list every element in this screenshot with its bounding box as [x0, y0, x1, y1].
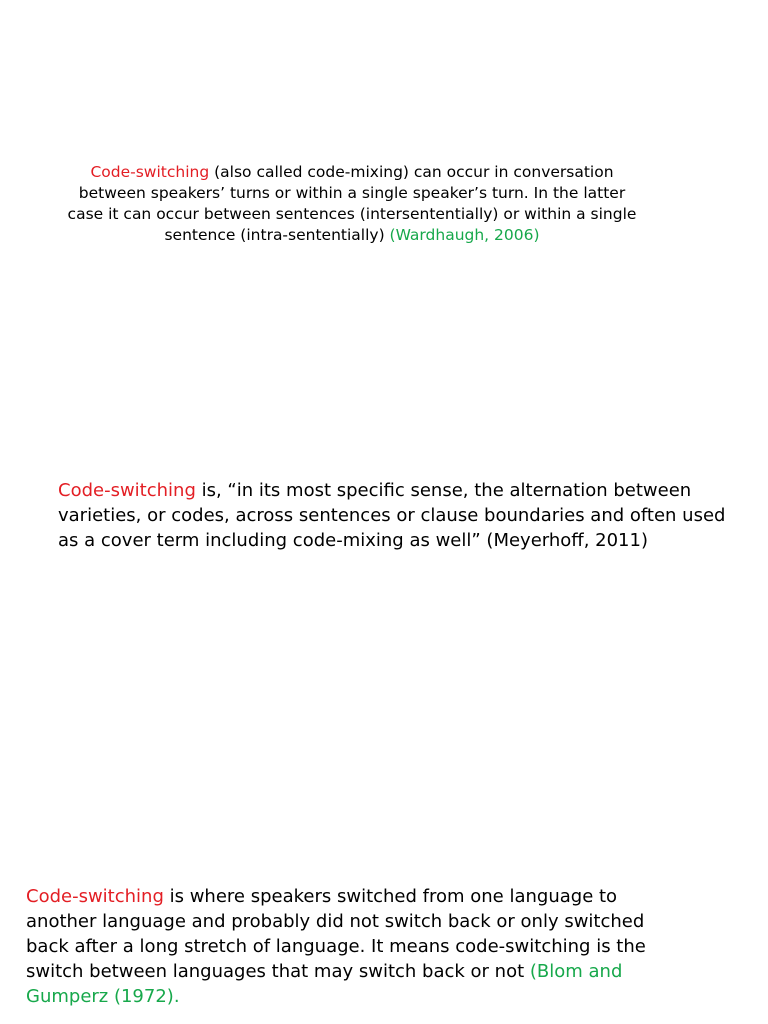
- definition-text: is where speakers switched from one language to another language and probably did not switch back or only switched back after a long stretch of language. It means code-switching is the switch between languages that may switch back or not: [26, 886, 646, 982]
- definition-meyerhoff: [58, 478, 748, 553]
- term-code-switching: Code-switching: [26, 886, 164, 907]
- definition-wardhaugh: [62, 162, 642, 246]
- definition-text: is, “in its most specific sense, the alternation between varieties, or codes, across sentences or clause boundaries and often used as a cover term including code-mixing as well” (Meyerhoff, 2011): [58, 480, 726, 551]
- citation-wardhaugh: (Wardhaugh, 2006): [389, 226, 540, 244]
- term-code-switching: Code-switching: [58, 480, 196, 501]
- definition-text: (also called code-mixing) can occur in conversation between speakers’ turns or within a single speaker’s turn. In the latter case it can occur between sentences (intersententially) or within a single sentence (intra-sententially): [67, 163, 637, 244]
- definition-blom-gumperz: [26, 884, 666, 1009]
- term-code-switching: Code-switching: [90, 163, 210, 181]
- citation-blom-gumperz: (Blom and Gumperz (1972).: [26, 961, 623, 1007]
